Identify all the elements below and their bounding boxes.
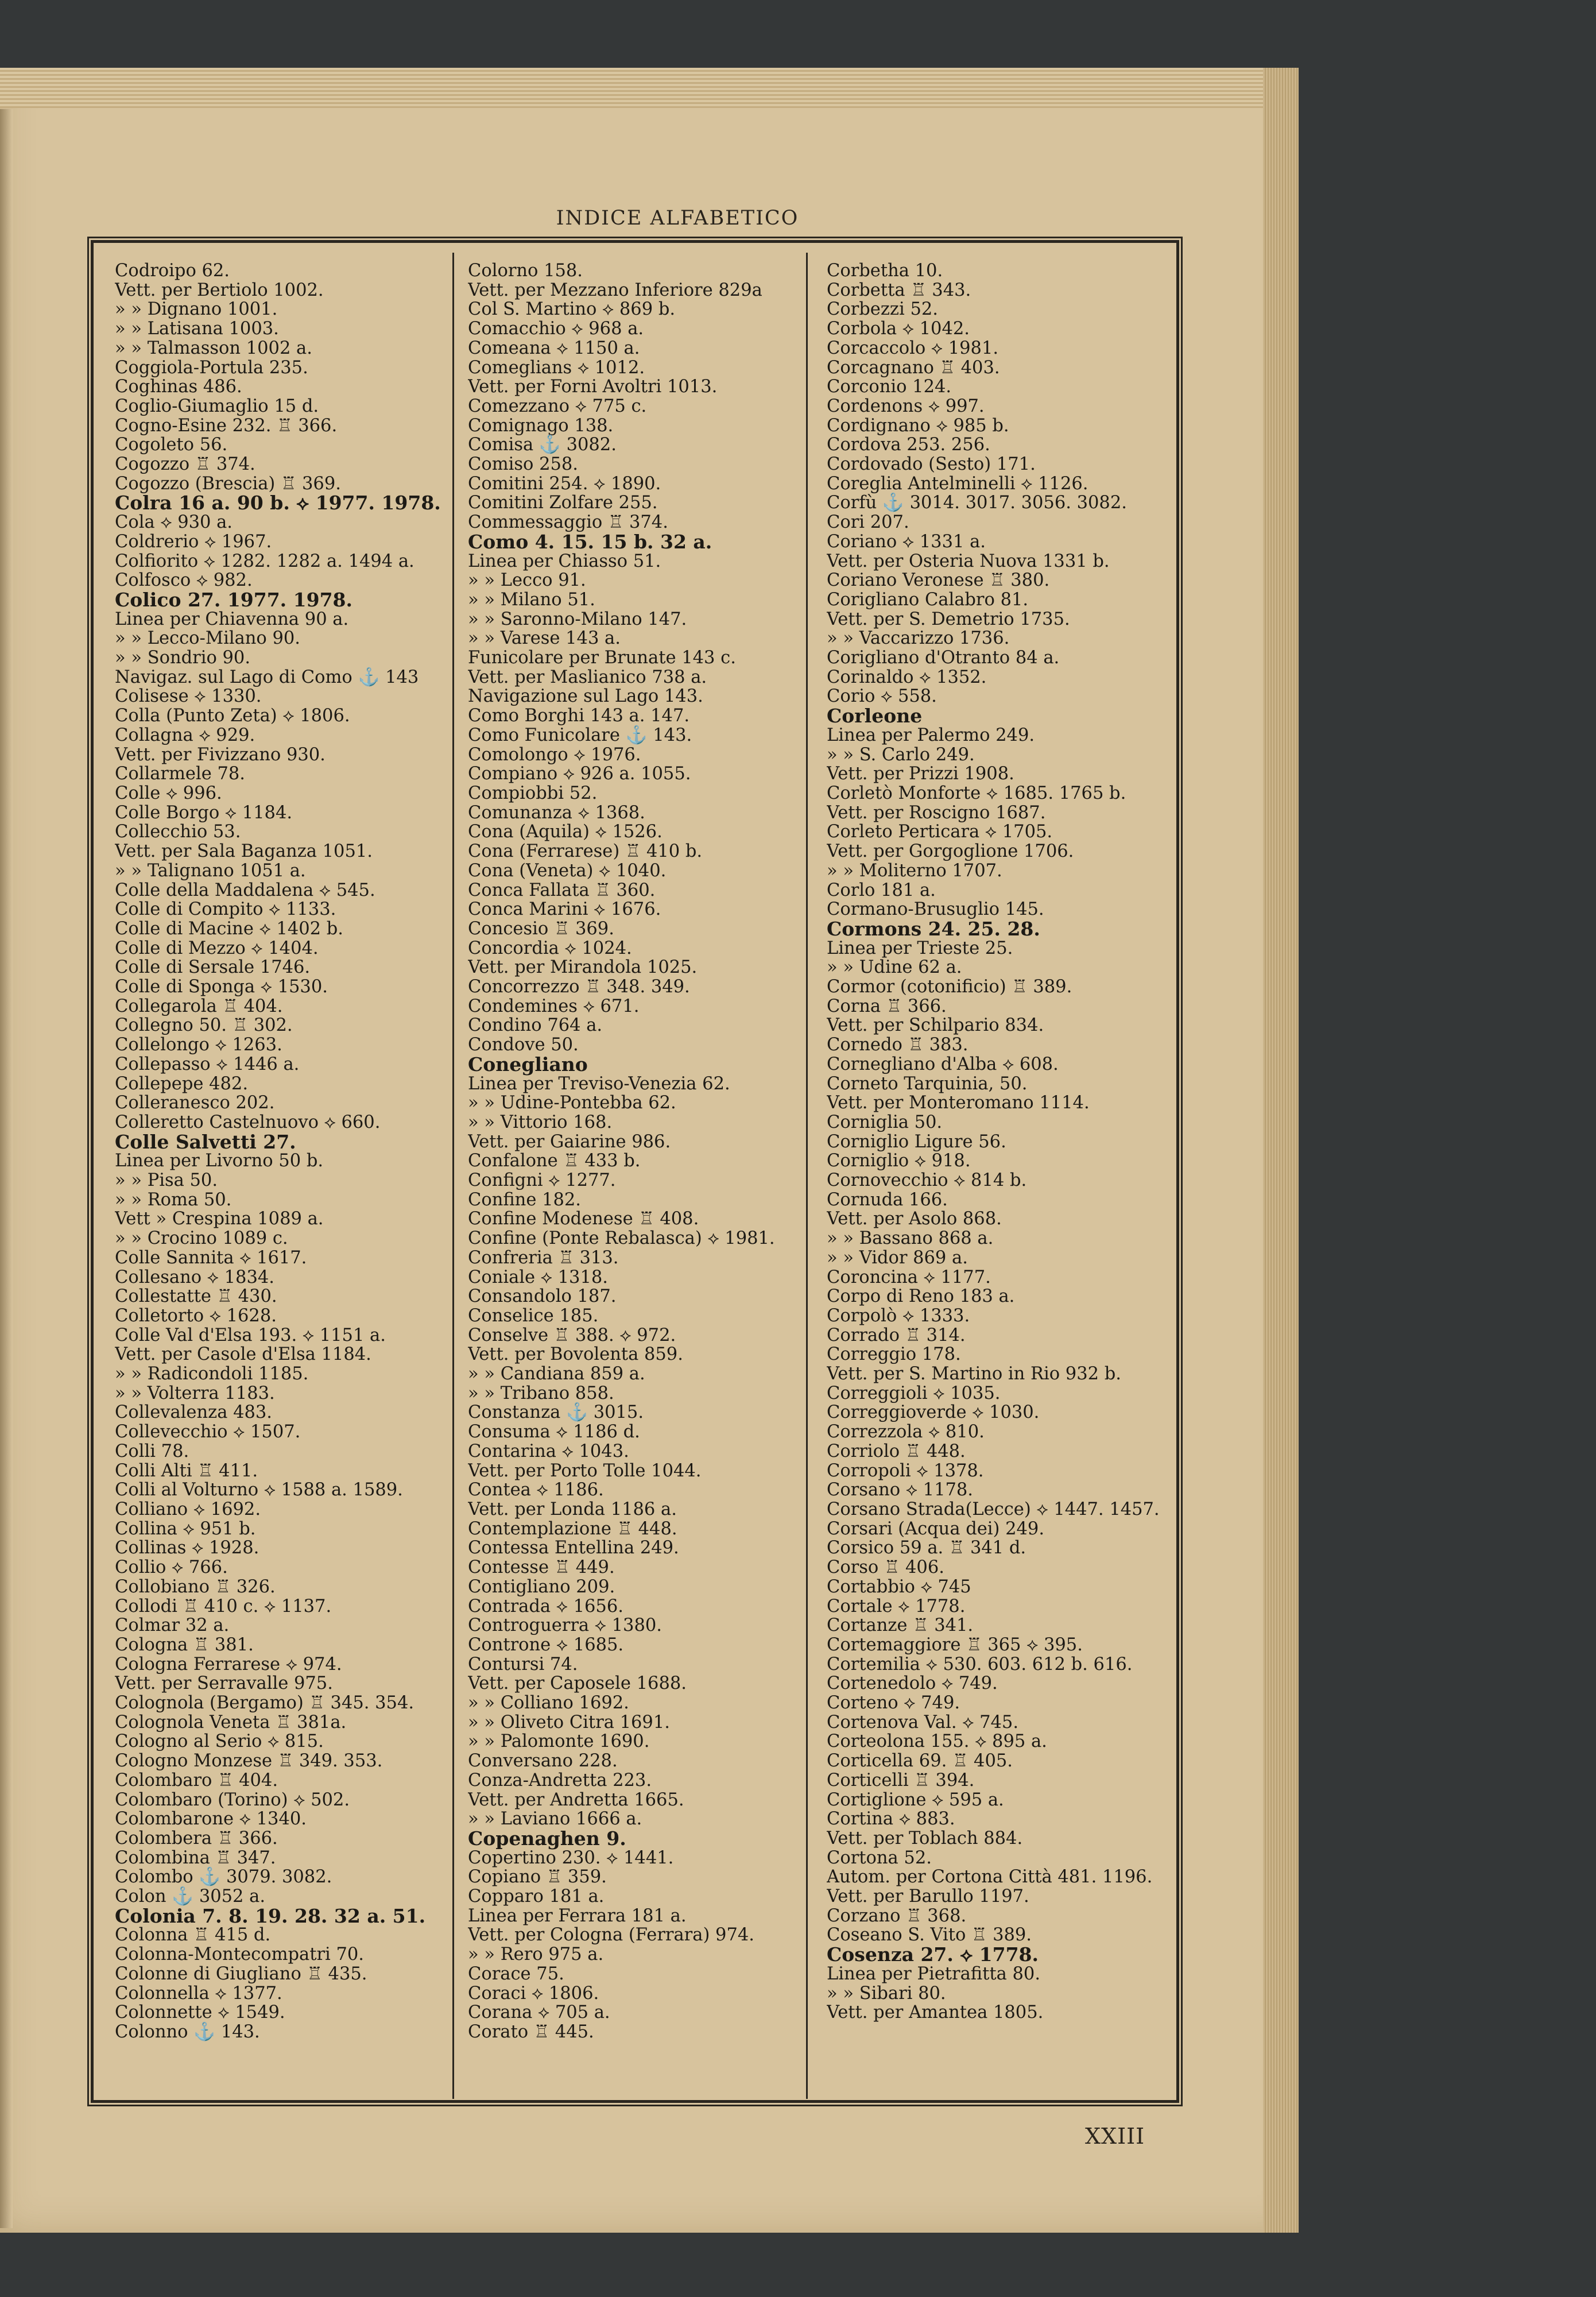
index-entry: Collegarola ♖ 404.: [115, 996, 283, 1016]
index-entry: Corato ♖ 445.: [468, 2021, 594, 2042]
index-entry: Configni ⟡ 1277.: [468, 1170, 616, 1191]
index-entry: Cona (Aquila) ⟡ 1526.: [468, 822, 663, 842]
index-entry: » » Colliano 1692.: [468, 1693, 629, 1714]
index-entry: Colleranesco 202.: [115, 1093, 275, 1113]
index-entry: Colonna ♖ 415 d.: [115, 1925, 271, 1946]
index-entry: Contemplazione ♖ 448.: [468, 1518, 677, 1539]
index-entry: » » Talmasson 1002 a.: [115, 338, 312, 358]
index-entry: Coraci ⟡ 1806.: [468, 1983, 599, 2004]
index-entry: Linea per Chiavenna 90 a.: [115, 609, 349, 629]
index-entry: Conselve ♖ 388. ⟡ 972.: [468, 1325, 676, 1345]
index-entry: Vett. per Sala Baganza 1051.: [115, 841, 373, 862]
index-entry: Copertino 230. ⟡ 1441.: [468, 1847, 674, 1868]
index-entry: Colonne di Giugliano ♖ 435.: [115, 1963, 367, 1984]
index-entry: Colorno 158.: [468, 261, 583, 281]
index-entry: Conca Marini ⟡ 1676.: [468, 899, 661, 920]
index-entry: Corcagnano ♖ 403.: [827, 357, 1000, 378]
index-entry: Comeana ⟡ 1150 a.: [468, 338, 640, 358]
index-entry: Comunanza ⟡ 1368.: [468, 802, 645, 823]
index-entry: Colli al Volturno ⟡ 1588 a. 1589.: [115, 1480, 403, 1501]
index-entry: » » Sondrio 90.: [115, 648, 251, 668]
index-entry: Colombera ♖ 366.: [115, 1828, 278, 1849]
index-entry: Cornedo ♖ 383.: [827, 1035, 969, 1055]
index-column-2: [468, 261, 801, 2093]
index-entry: » » Roma 50.: [115, 1189, 232, 1210]
index-entry: Controne ⟡ 1685.: [468, 1634, 624, 1655]
index-entry: Collecchio 53.: [115, 822, 241, 842]
index-entry: Corigliano d'Otranto 84 a.: [827, 648, 1060, 668]
index-entry: Colliano ⟡ 1692.: [115, 1499, 261, 1519]
index-entry: Colombina ♖ 347.: [115, 1847, 276, 1868]
index-entry: Collinas ⟡ 1928.: [115, 1538, 259, 1559]
index-entry: Collagna ⟡ 929.: [115, 725, 255, 745]
index-entry: Col S. Martino ⟡ 869 b.: [468, 299, 676, 320]
index-entry: Linea per Palermo 249.: [827, 725, 1035, 745]
index-entry: Comitini 254. ⟡ 1890.: [468, 473, 661, 494]
index-entry: Corteolona 155. ⟡ 895 a.: [827, 1731, 1047, 1752]
index-entry: Cormano-Brusuglio 145.: [827, 899, 1044, 920]
index-entry: Colonnella ⟡ 1377.: [115, 1983, 282, 2004]
index-entry: » » Udine 62 a.: [827, 957, 962, 978]
index-entry: Collina ⟡ 951 b.: [115, 1518, 256, 1539]
index-entry: Vett. per Fivizzano 930.: [115, 744, 326, 765]
index-entry: Cordovado (Sesto) 171.: [827, 454, 1036, 475]
index-entry: » » Laviano 1666 a.: [468, 1809, 642, 1830]
index-entry: Vett. per Maslianico 738 a.: [468, 667, 707, 687]
index-entry: Corrado ♖ 314.: [827, 1325, 966, 1345]
index-entry: Vett. per Forni Avoltri 1013.: [468, 377, 718, 397]
index-entry: Conza-Andretta 223.: [468, 1770, 652, 1791]
index-entry: Collevecchio ⟡ 1507.: [115, 1422, 301, 1443]
index-entry: Como Funicolare ⚓ 143.: [468, 725, 692, 745]
index-entry: Confreria ♖ 313.: [468, 1247, 619, 1268]
index-entry: Vett. per Casole d'Elsa 1184.: [115, 1344, 371, 1365]
index-entry: Collestatte ♖ 430.: [115, 1286, 277, 1307]
index-entry: » » Oliveto Citra 1691.: [468, 1712, 670, 1733]
index-entry: Corbola ⟡ 1042.: [827, 319, 970, 339]
index-entry: Colleretto Castelnuovo ⟡ 660.: [115, 1112, 381, 1132]
index-entry: Cogno-Esine 232. ♖ 366.: [115, 415, 338, 436]
index-entry: Cordova 253. 256.: [827, 435, 990, 455]
index-entry: Cornovecchio ⟡ 814 b.: [827, 1170, 1027, 1191]
index-entry: Collobiano ♖ 326.: [115, 1576, 276, 1597]
index-entry: Collodi ♖ 410 c. ⟡ 1137.: [115, 1596, 332, 1617]
index-entry: Vett. per Mirandola 1025.: [468, 957, 698, 978]
index-entry: Cologna ♖ 381.: [115, 1634, 254, 1655]
index-entry: Contesse ♖ 449.: [468, 1557, 615, 1578]
index-entry: Controguerra ⟡ 1380.: [468, 1615, 662, 1636]
index-entry: Vett. per Londa 1186 a.: [468, 1499, 677, 1519]
index-entry: Corleone: [827, 705, 923, 728]
index-entry: Linea per Treviso-Venezia 62.: [468, 1073, 730, 1094]
index-entry: Colon ⚓ 3052 a.: [115, 1886, 266, 1907]
index-entry: Confine (Ponte Rebalasca) ⟡ 1981.: [468, 1228, 775, 1249]
index-entry: Comitini Zolfare 255.: [468, 493, 658, 513]
index-entry: » » Dignano 1001.: [115, 299, 278, 320]
index-entry: Cogozzo (Brescia) ♖ 369.: [115, 473, 341, 494]
index-entry: Collevalenza 483.: [115, 1402, 272, 1423]
index-entry: Corinaldo ⟡ 1352.: [827, 667, 987, 687]
index-entry: Corneto Tarquinia, 50.: [827, 1073, 1028, 1094]
index-entry: Cona (Ferrarese) ♖ 410 b.: [468, 841, 703, 862]
index-entry: Vett. per Barullo 1197.: [827, 1886, 1029, 1907]
index-entry: Comezzano ⟡ 775 c.: [468, 396, 647, 416]
index-entry: » » Latisana 1003.: [115, 319, 279, 339]
index-entry: Vett. per Schilpario 834.: [827, 1015, 1044, 1036]
index-entry: » » Lecco-Milano 90.: [115, 628, 300, 649]
index-entry: Contea ⟡ 1186.: [468, 1480, 604, 1501]
index-entry: Corticella 69. ♖ 405.: [827, 1751, 1013, 1772]
index-entry: Cologna Ferrarese ⟡ 974.: [115, 1654, 342, 1675]
index-entry: Colonna-Montecompatri 70.: [115, 1944, 364, 1965]
index-entry: Collio ⟡ 766.: [115, 1557, 228, 1578]
index-entry: Contursi 74.: [468, 1654, 578, 1675]
index-entry: Cortiglione ⟡ 595 a.: [827, 1789, 1004, 1810]
index-entry: Funicolare per Brunate 143 c.: [468, 648, 736, 668]
index-entry: Corniglia 50.: [827, 1112, 943, 1132]
index-entry: Constanza ⚓ 3015.: [468, 1402, 644, 1423]
index-entry: » » Volterra 1183.: [115, 1383, 275, 1403]
index-entry: Colombaro ♖ 404.: [115, 1770, 278, 1791]
index-entry: Cologno al Serio ⟡ 815.: [115, 1731, 324, 1752]
index-entry: Colle di Macine ⟡ 1402 b.: [115, 918, 343, 939]
index-entry: Coreglia Antelminelli ⟡ 1126.: [827, 473, 1088, 494]
index-entry: Commessaggio ♖ 374.: [468, 512, 668, 533]
index-entry: Corniglio ⟡ 918.: [827, 1151, 971, 1171]
index-entry: Corsano Strada(Lecce) ⟡ 1447. 1457.: [827, 1499, 1160, 1519]
index-column-1: [115, 261, 448, 2093]
index-entry: Coriano ⟡ 1331 a.: [827, 531, 986, 552]
index-entry: Colonnette ⟡ 1549.: [115, 2002, 285, 2023]
index-entry: Vett. per Gorgoglione 1706.: [827, 841, 1074, 862]
index-entry: Cordignano ⟡ 985 b.: [827, 415, 1009, 436]
index-entry: Colico 27. 1977. 1978.: [115, 588, 352, 611]
index-entry: » » Bassano 868 a.: [827, 1228, 994, 1249]
index-entry: Corace 75.: [468, 1963, 564, 1984]
index-entry: Concordia ⟡ 1024.: [468, 938, 632, 958]
index-entry: Linea per Pietrafitta 80.: [827, 1963, 1041, 1984]
index-entry: Vett. per Prizzi 1908.: [827, 764, 1014, 784]
index-entry: Corriolo ♖ 448.: [827, 1441, 966, 1461]
index-entry: Cornegliano d'Alba ⟡ 608.: [827, 1054, 1059, 1074]
index-entry: » » Crocino 1089 c.: [115, 1228, 288, 1249]
index-entry: Colra 16 a. 90 b. ⟡ 1977. 1978.: [115, 492, 441, 515]
index-entry: Vett. per Andretta 1665.: [468, 1789, 684, 1810]
index-entry: Corio ⟡ 558.: [827, 686, 937, 707]
index-entry: Vett. per Porto Tolle 1044.: [468, 1460, 702, 1481]
index-entry: Coggiola-Portula 235.: [115, 357, 308, 378]
index-entry: Vett. per Mezzano Inferiore 829a: [468, 280, 762, 300]
index-entry: Colli Alti ♖ 411.: [115, 1460, 258, 1481]
index-entry: Corfù ⚓ 3014. 3017. 3056. 3082.: [827, 493, 1127, 513]
index-entry: » » Tribano 858.: [468, 1383, 614, 1403]
index-entry: Collepepe 482.: [115, 1073, 249, 1094]
index-entry: Condino 764 a.: [468, 1015, 603, 1036]
index-entry: Corcaccolo ⟡ 1981.: [827, 338, 999, 358]
index-entry: Copparo 181 a.: [468, 1886, 605, 1907]
index-entry: Colognola Veneta ♖ 381a.: [115, 1712, 347, 1733]
index-entry: Cormor (cotonificio) ♖ 389.: [827, 977, 1072, 997]
index-entry: Corpolò ⟡ 1333.: [827, 1305, 970, 1326]
index-entry: Coldrerio ⟡ 1967.: [115, 531, 272, 552]
index-entry: Cornuda 166.: [827, 1189, 948, 1210]
index-entry: Cortenova Val. ⟡ 745.: [827, 1712, 1019, 1733]
index-entry: Copiano ♖ 359.: [468, 1867, 607, 1888]
page-header: INDICE ALFABETICO: [556, 207, 799, 230]
index-entry: Corzano ♖ 368.: [827, 1905, 967, 1926]
index-entry: Cori 207.: [827, 512, 909, 533]
index-entry: Conegliano: [468, 1053, 588, 1076]
page-side-edge: [1263, 68, 1299, 2233]
index-entry: Vett » Crespina 1089 a.: [115, 1209, 324, 1229]
index-entry: Vett. per Bertiolo 1002.: [115, 280, 324, 300]
index-entry: Vett. per Toblach 884.: [827, 1828, 1023, 1849]
index-entry: Copenaghen 9.: [468, 1827, 626, 1850]
index-entry: Comiso 258.: [468, 454, 578, 475]
index-entry: Corna ♖ 366.: [827, 996, 947, 1016]
index-entry: Colle Val d'Elsa 193. ⟡ 1151 a.: [115, 1325, 386, 1345]
index-entry: Compiano ⟡ 926 a. 1055.: [468, 764, 691, 784]
index-entry: Contarina ⟡ 1043.: [468, 1441, 629, 1461]
index-entry: Corsico 59 a. ♖ 341 d.: [827, 1538, 1026, 1559]
index-entry: Cogoleto 56.: [115, 435, 228, 455]
index-entry: Linea per Livorno 50 b.: [115, 1151, 324, 1171]
column-divider-1: [452, 253, 454, 2099]
index-entry: Colombo ⚓ 3079. 3082.: [115, 1867, 332, 1888]
index-entry: Vett. per S. Martino in Rio 932 b.: [827, 1364, 1121, 1385]
index-entry: Colognola (Bergamo) ♖ 345. 354.: [115, 1693, 415, 1714]
index-entry: Coroncina ⟡ 1177.: [827, 1267, 991, 1287]
index-entry: Collesano ⟡ 1834.: [115, 1267, 274, 1287]
index-entry: Comisa ⚓ 3082.: [468, 435, 617, 455]
index-entry: Confalone ♖ 433 b.: [468, 1151, 641, 1171]
index-entry: Correzzola ⟡ 810.: [827, 1422, 985, 1443]
index-entry: Conversano 228.: [468, 1751, 618, 1772]
index-entry: Colmar 32 a.: [115, 1615, 230, 1636]
index-entry: Codroipo 62.: [115, 261, 230, 281]
index-entry: Corteno ⟡ 749.: [827, 1693, 960, 1714]
index-entry: Comignago 138.: [468, 415, 614, 436]
binding-shadow: [0, 109, 13, 2228]
index-entry: Corniglio Ligure 56.: [827, 1131, 1006, 1152]
index-entry: Corana ⟡ 705 a.: [468, 2002, 610, 2023]
index-entry: Corpo di Reno 183 a.: [827, 1286, 1015, 1307]
index-entry: Consandolo 187.: [468, 1286, 617, 1307]
page-top-edge: [0, 68, 1299, 108]
index-entry: » » Sibari 80.: [827, 1983, 946, 2004]
index-entry: » » Rero 975 a.: [468, 1944, 604, 1965]
index-entry: Contrada ⟡ 1656.: [468, 1596, 623, 1617]
index-entry: Colle Borgo ⟡ 1184.: [115, 802, 293, 823]
index-entry: Como Borghi 143 a. 147.: [468, 706, 690, 726]
index-entry: Cortemilia ⟡ 530. 603. 612 b. 616.: [827, 1654, 1133, 1675]
index-entry: Linea per Ferrara 181 a.: [468, 1905, 687, 1926]
index-entry: Cologno Monzese ♖ 349. 353.: [115, 1751, 383, 1772]
index-entry: Coriano Veronese ♖ 380.: [827, 570, 1050, 591]
index-entry: Cortale ⟡ 1778.: [827, 1596, 966, 1617]
index-entry: Contigliano 209.: [468, 1576, 615, 1597]
index-entry: Cortabbio ⟡ 745: [827, 1576, 971, 1597]
index-entry: Vett. per Cologna (Ferrara) 974.: [468, 1925, 754, 1946]
index-entry: Corconio 124.: [827, 377, 952, 397]
index-column-3: [827, 261, 1171, 2093]
index-entry: Correggioli ⟡ 1035.: [827, 1383, 1001, 1403]
index-entry: Linea per Trieste 25.: [827, 938, 1013, 958]
index-entry: Corticelli ♖ 394.: [827, 1770, 975, 1791]
index-entry: Colle Sannita ⟡ 1617.: [115, 1247, 307, 1268]
index-entry: Confine Modenese ♖ 408.: [468, 1209, 699, 1229]
index-entry: Comeglians ⟡ 1012.: [468, 357, 645, 378]
index-entry: » » S. Carlo 249.: [827, 744, 975, 765]
index-entry: Vett. per Serravalle 975.: [115, 1673, 333, 1694]
index-entry: Cogozzo ♖ 374.: [115, 454, 255, 475]
index-entry: Corso ♖ 406.: [827, 1557, 944, 1578]
index-entry: » » Varese 143 a.: [468, 628, 621, 649]
index-entry: Cortina ⟡ 883.: [827, 1809, 955, 1830]
index-entry: Vett. per Roscigno 1687.: [827, 802, 1046, 823]
index-entry: Como 4. 15. 15 b. 32 a.: [468, 530, 712, 553]
index-entry: Corropoli ⟡ 1378.: [827, 1460, 984, 1481]
index-entry: Navigazione sul Lago 143.: [468, 686, 703, 707]
index-entry: » » Pisa 50.: [115, 1170, 218, 1191]
index-entry: Colla (Punto Zeta) ⟡ 1806.: [115, 706, 350, 726]
index-entry: Vett. per Gaiarine 986.: [468, 1131, 671, 1152]
index-entry: Vett. per Asolo 868.: [827, 1209, 1002, 1229]
index-entry: » » Radicondoli 1185.: [115, 1364, 309, 1385]
index-entry: Corsano ⟡ 1178.: [827, 1480, 973, 1501]
index-entry: Colle di Sersale 1746.: [115, 957, 311, 978]
index-entry: Corbezzi 52.: [827, 299, 938, 320]
index-entry: Cortemaggiore ♖ 365 ⟡ 395.: [827, 1634, 1083, 1655]
index-entry: Colonno ⚓ 143.: [115, 2021, 260, 2042]
index-entry: » » Talignano 1051 a.: [115, 860, 306, 881]
index-entry: Condove 50.: [468, 1035, 579, 1055]
index-entry: » » Moliterno 1707.: [827, 860, 1002, 881]
index-entry: Colle ⟡ 996.: [115, 783, 222, 803]
index-entry: Linea per Chiasso 51.: [468, 551, 661, 571]
index-entry: Compiobbi 52.: [468, 783, 598, 803]
index-entry: Concesio ♖ 369.: [468, 918, 614, 939]
index-entry: Vett. per Amantea 1805.: [827, 2002, 1044, 2023]
index-entry: Corbetta ♖ 343.: [827, 280, 971, 300]
index-entry: Cordenons ⟡ 997.: [827, 396, 985, 416]
index-entry: Vett. per Monteromano 1114.: [827, 1093, 1090, 1113]
index-entry: Comolongo ⟡ 1976.: [468, 744, 641, 765]
index-entry: Contessa Entellina 249.: [468, 1538, 679, 1559]
index-entry: Colle di Sponga ⟡ 1530.: [115, 977, 328, 997]
index-entry: Coghinas 486.: [115, 377, 242, 397]
index-entry: Comacchio ⟡ 968 a.: [468, 319, 644, 339]
index-entry: » » Milano 51.: [468, 589, 595, 610]
index-entry: Corsari (Acqua dei) 249.: [827, 1518, 1045, 1539]
index-entry: Colisese ⟡ 1330.: [115, 686, 262, 707]
index-entry: Colfiorito ⟡ 1282. 1282 a. 1494 a.: [115, 551, 415, 571]
index-entry: » » Vittorio 168.: [468, 1112, 613, 1132]
index-entry: Cortanze ♖ 341.: [827, 1615, 974, 1636]
index-entry: Colle di Compito ⟡ 1133.: [115, 899, 336, 920]
index-entry: Cola ⟡ 930 a.: [115, 512, 233, 533]
index-entry: Vett. per Bovolenta 859.: [468, 1344, 683, 1365]
index-entry: Correggioverde ⟡ 1030.: [827, 1402, 1040, 1423]
page-number: XXIII: [1085, 2124, 1145, 2149]
index-entry: Cosenza 27. ⟡ 1778.: [827, 1943, 1039, 1966]
index-entry: Conselice 185.: [468, 1305, 599, 1326]
index-entry: Colombarone ⟡ 1340.: [115, 1809, 307, 1830]
index-entry: Colombaro (Torino) ⟡ 502.: [115, 1789, 350, 1810]
index-entry: Corigliano Calabro 81.: [827, 589, 1029, 610]
index-entry: » » Candiana 859 a.: [468, 1364, 645, 1385]
index-entry: Coglio-Giumaglio 15 d.: [115, 396, 319, 416]
index-entry: Condemines ⟡ 671.: [468, 996, 640, 1016]
index-entry: Cormons 24. 25. 28.: [827, 917, 1040, 940]
index-entry: Navigaz. sul Lago di Como ⚓ 143: [115, 667, 419, 687]
index-entry: Vett. per S. Demetrio 1735.: [827, 609, 1070, 629]
index-entry: Collelongo ⟡ 1263.: [115, 1035, 282, 1055]
index-entry: Coniale ⟡ 1318.: [468, 1267, 608, 1287]
index-entry: Colle della Maddalena ⟡ 545.: [115, 880, 375, 900]
index-entry: » » Saronno-Milano 147.: [468, 609, 687, 629]
index-entry: Collegno 50. ♖ 302.: [115, 1015, 293, 1036]
index-entry: Cona (Veneta) ⟡ 1040.: [468, 860, 667, 881]
column-divider-2: [806, 253, 808, 2099]
index-entry: Colle Salvetti 27.: [115, 1130, 296, 1153]
index-entry: Corlo 181 a.: [827, 880, 936, 900]
index-entry: Consuma ⟡ 1186 d.: [468, 1422, 640, 1443]
index-entry: Corletò Monforte ⟡ 1685. 1765 b.: [827, 783, 1126, 803]
index-entry: Collarmele 78.: [115, 764, 245, 784]
index-entry: » » Lecco 91.: [468, 570, 586, 591]
index-entry: Conca Fallata ♖ 360.: [468, 880, 656, 900]
index-entry: Cortona 52.: [827, 1847, 932, 1868]
index-entry: Cortenedolo ⟡ 749.: [827, 1673, 998, 1694]
index-entry: Corbetha 10.: [827, 261, 943, 281]
index-entry: Confine 182.: [468, 1189, 581, 1210]
index-entry: Correggio 178.: [827, 1344, 961, 1365]
index-entry: Concorrezzo ♖ 348. 349.: [468, 977, 690, 997]
index-entry: Colfosco ⟡ 982.: [115, 570, 253, 591]
index-entry: » » Udine-Pontebba 62.: [468, 1093, 676, 1113]
index-entry: Corleto Perticara ⟡ 1705.: [827, 822, 1053, 842]
index-entry: » » Palomonte 1690.: [468, 1731, 650, 1752]
index-entry: Colonia 7. 8. 19. 28. 32 a. 51.: [115, 1904, 426, 1927]
index-entry: Collepasso ⟡ 1446 a.: [115, 1054, 300, 1074]
index-entry: Coseano S. Vito ♖ 389.: [827, 1925, 1032, 1946]
index-entry: Colletorto ⟡ 1628.: [115, 1305, 277, 1326]
index-entry: Vett. per Caposele 1688.: [468, 1673, 687, 1694]
index-entry: Vett. per Osteria Nuova 1331 b.: [827, 551, 1110, 571]
index-entry: » » Vidor 869 a.: [827, 1247, 968, 1268]
index-entry: Colle di Mezzo ⟡ 1404.: [115, 938, 319, 958]
index-entry: Colli 78.: [115, 1441, 189, 1461]
index-entry: » » Vaccarizzo 1736.: [827, 628, 1010, 649]
index-entry: Autom. per Cortona Città 481. 1196.: [827, 1867, 1153, 1888]
